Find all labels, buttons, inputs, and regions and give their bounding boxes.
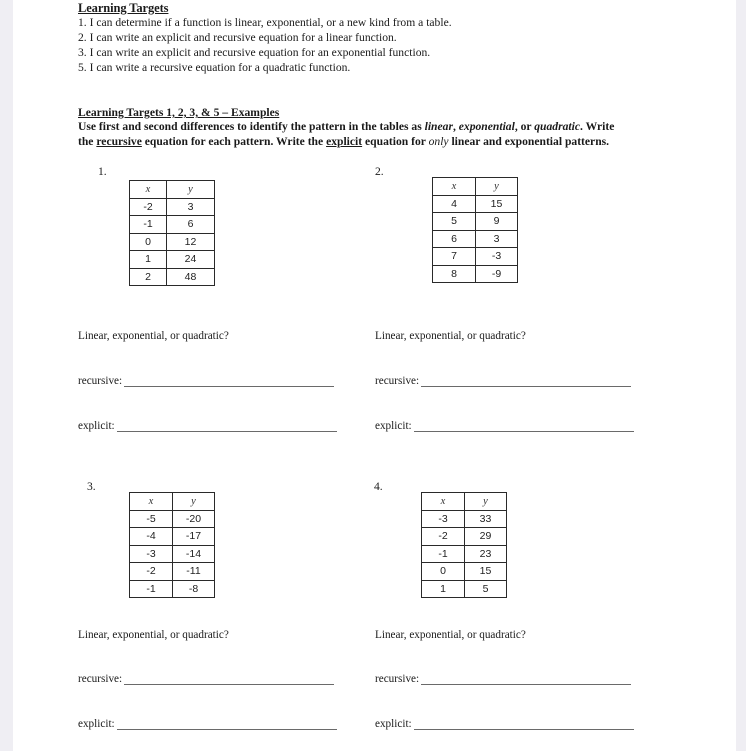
instruction-recursive: recursive [96,135,142,148]
problem-3-explicit-field[interactable] [78,718,337,730]
cell-y: 29 [465,528,507,546]
instruction-text: the [78,135,97,148]
explicit-label: explicit: [78,718,115,730]
problem-2-number: 2. [375,165,384,178]
cell-x: 2 [130,268,167,286]
cell-y: -11 [173,563,215,581]
cell-y: 12 [167,233,215,251]
problem-3-table [129,492,215,598]
table-header-x: x [422,493,465,511]
instruction-exponential: exponential [458,120,515,133]
explicit-answer-blank[interactable] [414,719,634,730]
table-row [130,580,215,598]
cell-y: -9 [476,265,518,283]
instruction-explicit: explicit [326,135,363,148]
instruction-text: equation for each pattern. Write the [141,135,327,148]
table-row [130,510,215,528]
table-row [130,216,215,234]
cell-y: 5 [465,580,507,598]
problem-1-explicit-field[interactable] [78,420,337,432]
learning-target-item: 5. I can write a recursive equation for a quadratic function. [78,61,351,74]
learning-target-item: 2. I can write an explicit and recursive equation for a linear function. [78,31,397,44]
cell-x: -2 [130,198,167,216]
table-row [433,230,518,248]
instruction-text: . Write [580,120,615,133]
learning-target-item: 3. I can write an explicit and recursive equation for an exponential function. [78,46,431,59]
cell-x: -1 [130,216,167,234]
problem-2-explicit-field[interactable] [375,420,634,432]
cell-y: 3 [476,230,518,248]
table-row [130,233,215,251]
recursive-label: recursive: [78,375,123,387]
cell-x: -1 [130,580,173,598]
table-row [130,251,215,269]
cell-x: -3 [130,545,173,563]
recursive-label: recursive: [375,375,420,387]
instruction-text: , [452,120,459,133]
cell-x: 5 [433,213,476,231]
explicit-label: explicit: [375,718,412,730]
problem-2-recursive-field[interactable] [375,375,631,387]
cell-x: 7 [433,248,476,266]
examples-heading: Learning Targets 1, 2, 3, & 5 – Examples [78,106,280,119]
problem-2-table [432,177,518,283]
explicit-answer-blank[interactable] [414,421,634,432]
cell-x: -1 [422,545,465,563]
problem-1-question: Linear, exponential, or quadratic? [78,330,229,342]
problem-1-table [129,180,215,286]
cell-x: 4 [433,195,476,213]
instruction-text: equation for [362,135,429,148]
cell-y: 6 [167,216,215,234]
instruction-text: linear and exponential patterns. [448,135,610,148]
table-row [130,545,215,563]
cell-y: 9 [476,213,518,231]
table-header-y: y [465,493,507,511]
problem-3-number: 3. [87,480,96,493]
cell-x: -5 [130,510,173,528]
cell-y: -3 [476,248,518,266]
cell-y: -14 [173,545,215,563]
table-row [422,580,507,598]
cell-y: 3 [167,198,215,216]
cell-y: -17 [173,528,215,546]
cell-y: 48 [167,268,215,286]
table-row [130,198,215,216]
cell-x: 1 [422,580,465,598]
problem-1-recursive-field[interactable] [78,375,334,387]
table-row [130,528,215,546]
cell-x: -2 [130,563,173,581]
table-row [433,248,518,266]
cell-x: 1 [130,251,167,269]
instruction-linear: linear [424,120,453,133]
table-row [130,563,215,581]
recursive-label: recursive: [78,673,123,685]
recursive-answer-blank[interactable] [124,674,334,685]
recursive-answer-blank[interactable] [421,674,631,685]
cell-y: 15 [465,563,507,581]
table-header-x: x [130,493,173,511]
table-header-x: x [433,178,476,196]
cell-y: 33 [465,510,507,528]
instruction-text: , or [514,120,535,133]
problem-3-recursive-field[interactable] [78,673,334,685]
table-header-y: y [476,178,518,196]
instruction-text: Use first and second differences to identify the pattern in the tables as [78,120,425,133]
instructions-line-1 [78,120,614,133]
cell-y: -20 [173,510,215,528]
problem-4-question: Linear, exponential, or quadratic? [375,629,526,641]
cell-x: 0 [422,563,465,581]
cell-y: 15 [476,195,518,213]
problem-4-number: 4. [374,480,383,493]
instructions-line-2 [78,135,609,148]
table-row [130,268,215,286]
instruction-quadratic: quadratic [534,120,580,133]
problem-2-question: Linear, exponential, or quadratic? [375,330,526,342]
table-header-y: y [173,493,215,511]
cell-y: 24 [167,251,215,269]
cell-x: -3 [422,510,465,528]
problem-4-recursive-field[interactable] [375,673,631,685]
recursive-answer-blank[interactable] [124,376,334,387]
cell-y: 23 [465,545,507,563]
table-row [433,213,518,231]
problem-4-explicit-field[interactable] [375,718,634,730]
table-row [422,510,507,528]
table-row [433,265,518,283]
worksheet-page [13,0,736,751]
problem-4-table [421,492,507,598]
learning-target-item: 1. I can determine if a function is linear, exponential, or a new kind from a table. [78,16,452,29]
cell-x: 8 [433,265,476,283]
table-header-x: x [130,181,167,199]
cell-x: 6 [433,230,476,248]
table-row [433,195,518,213]
problem-3-question: Linear, exponential, or quadratic? [78,629,229,641]
learning-targets-heading: Learning Targets [78,1,169,15]
recursive-answer-blank[interactable] [421,376,631,387]
explicit-label: explicit: [78,420,115,432]
cell-x: 0 [130,233,167,251]
explicit-answer-blank[interactable] [117,421,337,432]
cell-x: -4 [130,528,173,546]
explicit-label: explicit: [375,420,412,432]
recursive-label: recursive: [375,673,420,685]
table-row [422,563,507,581]
explicit-answer-blank[interactable] [117,719,337,730]
problem-1-number: 1. [98,165,107,178]
table-row [422,528,507,546]
instruction-only: only [428,135,449,148]
cell-y: -8 [173,580,215,598]
table-row [422,545,507,563]
cell-x: -2 [422,528,465,546]
table-header-y: y [167,181,215,199]
